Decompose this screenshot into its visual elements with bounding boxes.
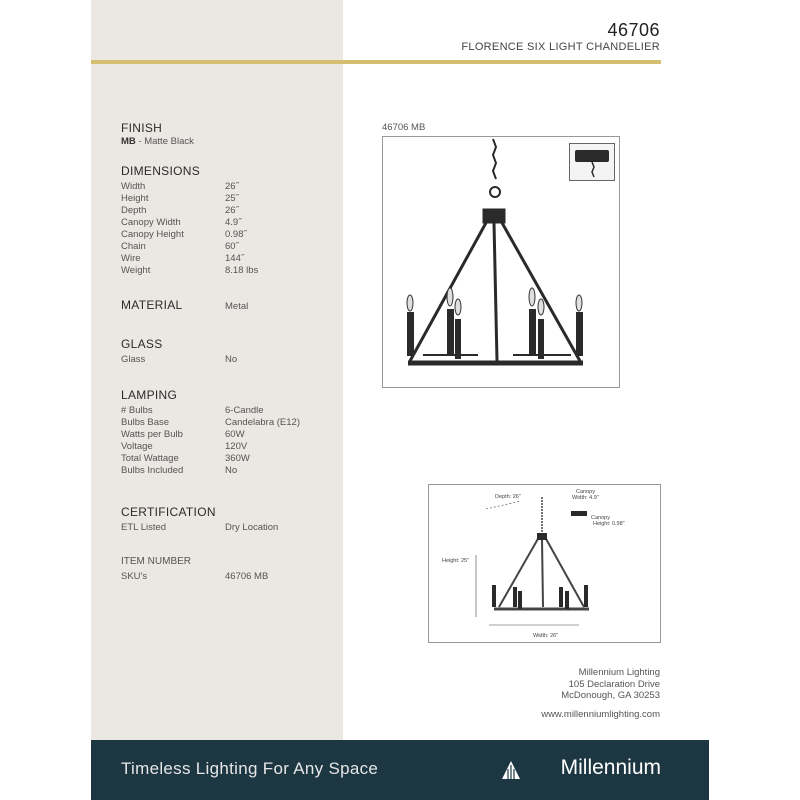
cert-row bbox=[121, 522, 278, 534]
canopy-width-label-1: Canopy bbox=[576, 489, 595, 495]
item-section bbox=[121, 556, 268, 583]
company-name: Millennium Lighting bbox=[578, 667, 660, 678]
height-label: Height: 25" bbox=[442, 558, 470, 564]
dim-key: Wire bbox=[121, 253, 141, 264]
lamp-key: Total Wattage bbox=[121, 453, 179, 464]
cert-value: Dry Location bbox=[225, 522, 279, 533]
material-row bbox=[121, 299, 248, 314]
lamp-row bbox=[121, 441, 300, 453]
lamp-value: 6-Candle bbox=[225, 405, 264, 416]
dimensions-section bbox=[121, 164, 258, 277]
finish-section bbox=[121, 121, 194, 147]
sku-value: 46706 MB bbox=[225, 571, 269, 582]
dim-key: Depth bbox=[121, 205, 147, 216]
item-title: ITEM NUMBER bbox=[121, 556, 191, 567]
canopy-height-label-2: Height: 0.98" bbox=[593, 521, 625, 527]
lamp-key: # Bulbs bbox=[121, 405, 153, 416]
street: 105 Declaration Drive bbox=[568, 678, 660, 690]
dim-value: 144˝ bbox=[225, 253, 245, 264]
canopy-width-label-2: Width: 4.9" bbox=[572, 495, 599, 501]
material-section bbox=[121, 299, 248, 314]
dim-value: 4.9˝ bbox=[225, 217, 242, 228]
dim-value: 26˝ bbox=[225, 181, 239, 192]
footer-banner bbox=[91, 740, 709, 800]
lamp-key: Bulbs Included bbox=[121, 465, 184, 476]
lamp-value: No bbox=[225, 465, 238, 476]
material-title: MATERIAL bbox=[121, 298, 183, 312]
finish-value bbox=[121, 136, 194, 147]
dim-key: Canopy Width bbox=[121, 217, 181, 228]
dim-value: 26˝ bbox=[225, 205, 239, 216]
brand-name: Millennium bbox=[560, 756, 661, 779]
glass-title: GLASS bbox=[121, 337, 163, 351]
lamp-row bbox=[121, 405, 300, 417]
dim-row-height bbox=[121, 193, 258, 205]
lamp-row bbox=[121, 429, 300, 441]
sku-key: SKU's bbox=[121, 571, 148, 582]
finish-desc: - Matte Black bbox=[135, 136, 194, 147]
dim-value: 8.18 lbs bbox=[225, 265, 259, 276]
dim-key: Weight bbox=[121, 265, 151, 276]
lamp-value: 360W bbox=[225, 453, 250, 464]
lamp-row bbox=[121, 417, 300, 429]
finish-title: FINISH bbox=[121, 121, 163, 135]
finish-code: MB bbox=[121, 136, 136, 147]
lamping-section bbox=[121, 388, 300, 477]
canopy-inset bbox=[569, 143, 615, 181]
dim-value: 0.98˝ bbox=[225, 229, 247, 240]
website-link[interactable]: www.millenniumlighting.com bbox=[541, 708, 660, 720]
dim-row-weight bbox=[121, 265, 258, 277]
dim-key: Canopy Height bbox=[121, 229, 184, 240]
certification-section bbox=[121, 505, 278, 534]
product-name: FLORENCE SIX LIGHT CHANDELIER bbox=[461, 41, 660, 53]
photo-caption: 46706 MB bbox=[382, 122, 426, 133]
millennium-logo-icon bbox=[501, 760, 521, 780]
certification-title: CERTIFICATION bbox=[121, 505, 216, 519]
lamp-key: Watts per Bulb bbox=[121, 429, 183, 440]
glass-section bbox=[121, 337, 237, 366]
material-value: Metal bbox=[225, 301, 249, 312]
lamp-key: Bulbs Base bbox=[121, 417, 170, 428]
width-label: Width: 26" bbox=[533, 633, 559, 639]
dim-row-depth bbox=[121, 205, 258, 217]
dim-value: 25˝ bbox=[225, 193, 239, 204]
dim-row-wire bbox=[121, 253, 258, 265]
lamp-key: Voltage bbox=[121, 441, 153, 452]
spec-sidebar bbox=[91, 0, 343, 740]
lamp-value: 60W bbox=[225, 429, 245, 440]
glass-value: No bbox=[225, 354, 238, 365]
dim-value: 60˝ bbox=[225, 241, 239, 252]
canopy-height-label-1: Canopy bbox=[591, 515, 610, 521]
dim-key: Chain bbox=[121, 241, 146, 252]
dim-row-canopy-height bbox=[121, 229, 258, 241]
cert-key: ETL Listed bbox=[121, 522, 167, 533]
dim-row-canopy-width bbox=[121, 217, 258, 229]
dim-row-width bbox=[121, 181, 258, 193]
dim-row-chain bbox=[121, 241, 258, 253]
company-address bbox=[541, 667, 660, 720]
glass-row bbox=[121, 354, 237, 366]
depth-label: Depth: 26" bbox=[495, 494, 521, 500]
lamp-value: 120V bbox=[225, 441, 248, 452]
lamp-row bbox=[121, 465, 300, 477]
dim-key: Height bbox=[121, 193, 149, 204]
dim-key: Width bbox=[121, 181, 146, 192]
dimensions-title: DIMENSIONS bbox=[121, 164, 201, 178]
sku-row bbox=[121, 571, 268, 583]
tagline: Timeless Lighting For Any Space bbox=[121, 759, 379, 778]
dimension-diagram bbox=[428, 484, 661, 643]
glass-key: Glass bbox=[121, 354, 146, 365]
lamp-value: Candelabra (E12) bbox=[225, 417, 300, 428]
lamping-title: LAMPING bbox=[121, 388, 178, 402]
model-number: 46706 bbox=[607, 20, 660, 40]
city-state-zip: McDonough, GA 30253 bbox=[561, 690, 660, 701]
canopy-illustration bbox=[570, 144, 614, 180]
gold-divider bbox=[91, 60, 661, 64]
lamp-row bbox=[121, 453, 300, 465]
